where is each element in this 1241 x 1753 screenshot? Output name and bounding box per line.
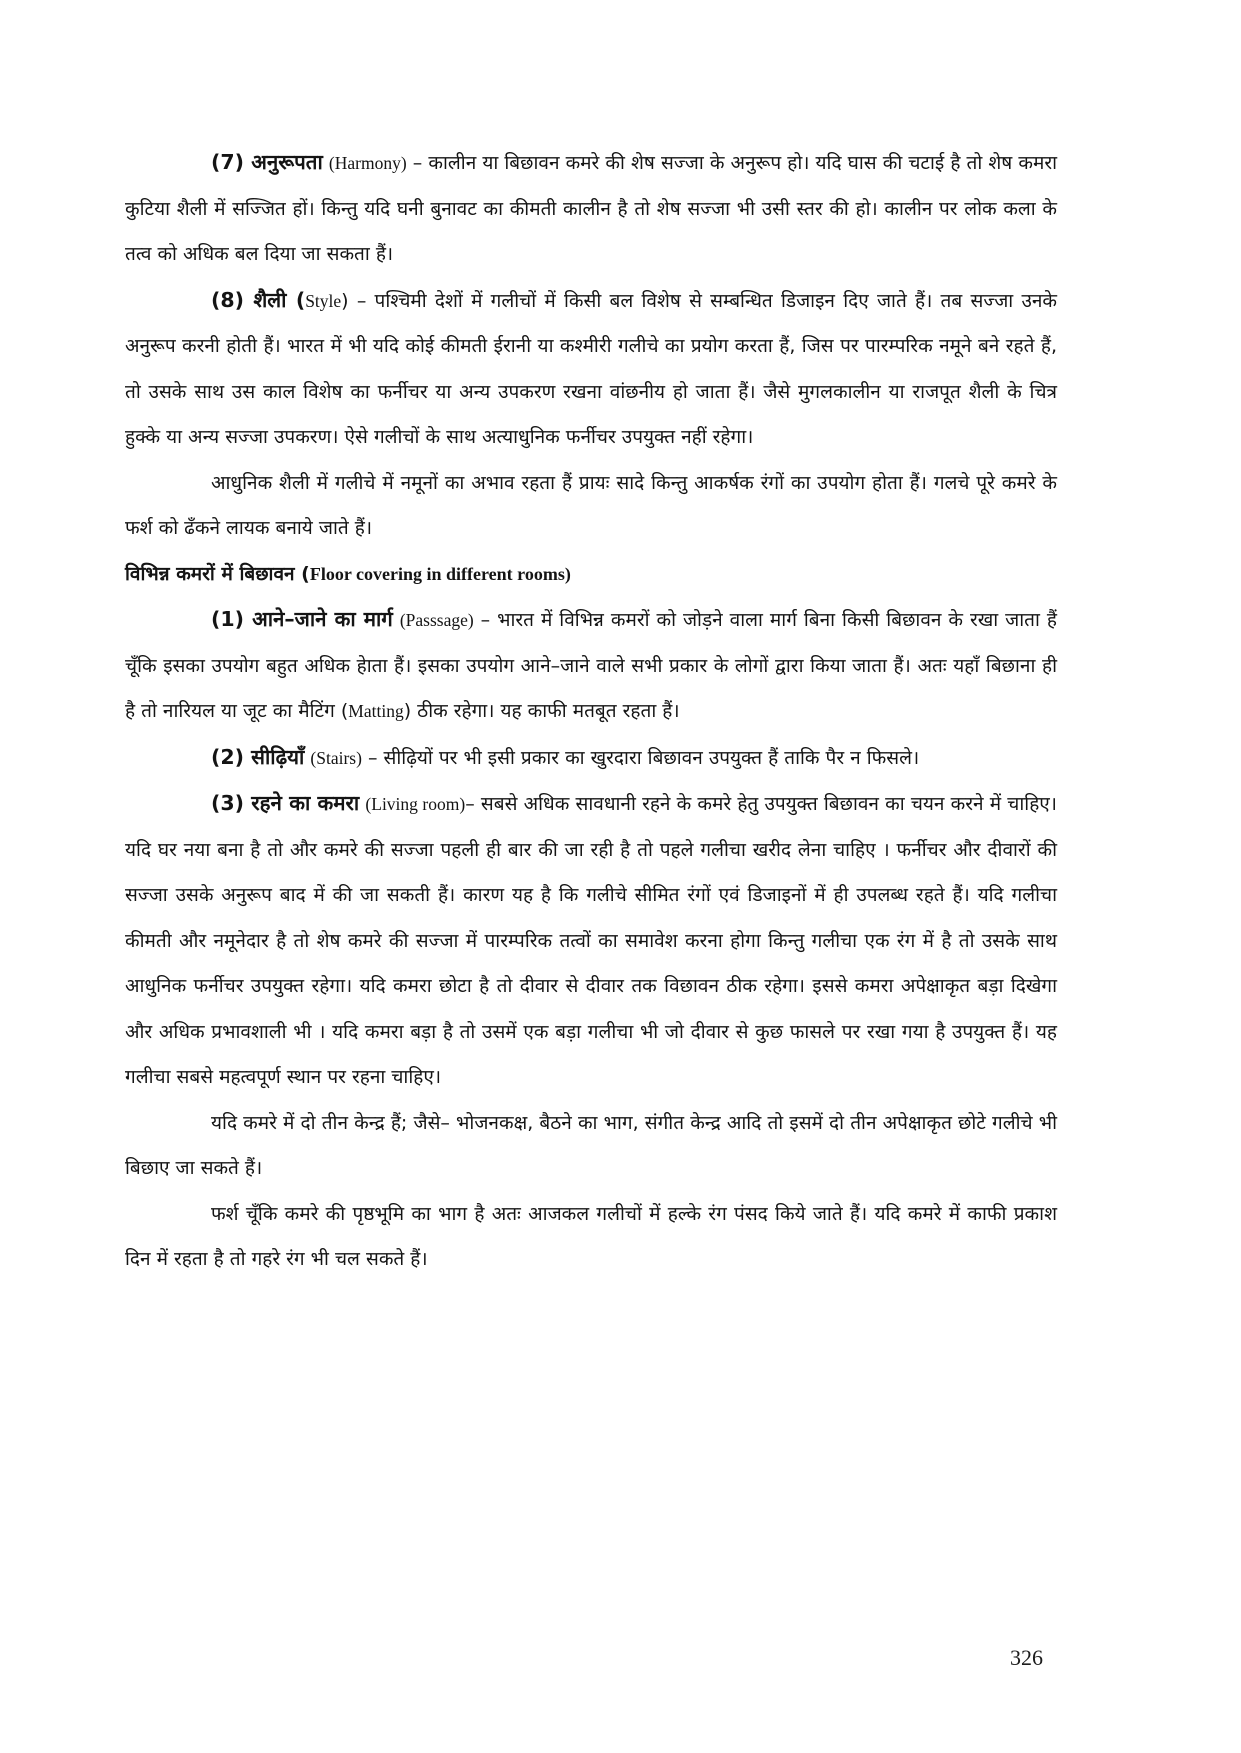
paragraph-harmony-text: – कालीन या बिछावन कमरे की शेष सज्जा के अनुरूप हो। यदि घास की चटाई है तो शेष कमरा कुटिया शैली में सज्जित हों। किन्तु यदि घनी बुनावट का कीमती कालीन है तो शेष सज्जा भी उसी स्तर की हो। कालीन पर लोक कला के तत्व को अधिक बल दिया जा सकता हैं। [125,152,1058,265]
english-term-stairs: (Stairs) [310,747,362,768]
section-heading-english: Floor covering in different rooms) [309,563,571,584]
paragraph-harmony [125,140,1057,278]
paragraph-floor-colors: फर्श चूँकि कमरे की पृष्ठभूमि का भाग है अतः आजकल गलीचों में हल्के रंग पंसद किये जाते हैं। यदि कमरे में काफी प्रकाश दिन में रहता है तो गहरे रंग भी चल सकते हैं। [125,1202,1057,1270]
english-term-passage: (Passsage) [399,610,474,630]
label-stairs: (2) सीढ़ियाँ [211,744,305,769]
paragraph-passage-text-end: ) ठीक रहेगा। यह काफी मतबूत रहता हैं। [403,700,680,722]
label-living-room: (3) रहने का कमरा [211,791,360,815]
page-number: 326 [1010,1645,1043,1670]
english-term-harmony: (Harmony) [328,153,407,173]
paragraph-stairs-text: – सीढ़ियों पर भी इसी प्रकार का खुरदारा बिछावन उपयुक्त हैं ताकि पैर न फिसले। [361,746,920,769]
paragraph-passage-text: – भारत में विभिन्न कमरों को जोड़ने वाला मार्ग बिना किसी बिछावन के रखा जाता हैं चूँकि इसका उपयोग बहुत अधिक हेाता हैं। इसका उपयोग आने–जाने वाले सभी प्रकार के लोगों द्वारा किया जाता हैं। अतः यहाँ बिछाना ही है तो नारियल या जूट का मैटिंग ( [125,609,1057,722]
english-term-matting: Matting [348,701,404,721]
english-term-living-room: (Living room) [365,794,466,814]
paragraph-stairs [125,735,1057,782]
paragraph-modern-style: आधुनिक शैली में गलीचे में नमूनों का अभाव रहता हैं प्रायः सादे किन्तु आकर्षक रंगों का उपयोग होता हैं। गलचे पूरे कमरे के फर्श को ढँकने लायक बनाये जाते हैं। [125,471,1057,539]
paragraph-living-room-text: – सबसे अधिक सावधानी रहने के कमरे हेतु उपयुक्त बिछावन का चयन करने में चाहिए। यदि घर नया बना है तो और कमरे की सज्जा पहली ही बार की जा रही है तो पहले गलीचा खरीद लेना चाहिए । फर्नीचर और दीवारों की सज्जा उसके अनुरूप बाद में की जा सकती हैं। कारण यह है कि गलीचे सीमित रंगों एवं डिजाइनों में ही उपलब्ध रहते हैं। यदि गलीचा कीमती और नमूनेदार है तो शेष कमरे की सज्जा में पारम्परिक तत्वों का समावेश करना होगा किन्तु गलीचा एक रंग में है तो उसके साथ आधुनिक फर्नीचर उपयुक्त रहेगा। यदि कमरा छोटा है तो दीवार से दीवार तक विछावन ठीक रहेगा। इससे कमरा अपेक्षाकृत बड़ा दिखेगा और अधिक प्रभावशाली भी । यदि कमरा बड़ा है तो उसमें एक बड़ा गलीचा भी जो दीवार से कुछ फासले पर रखा गया है उपयुक्त हैं। यह गलीचा सबसे महत्वपूर्ण स्थान पर रहना चाहिए। [125,793,1057,1088]
section-heading-hindi: विभिन्न कमरों में बिछावन ( [125,562,310,585]
section-heading [125,552,1057,598]
paragraph-passage [125,597,1057,735]
paragraph-style-text: ) – पश्चिमी देशों में गलीचों में किसी बल विशेष से सम्बन्धित डिजाइन दिए जाते हैं। तब सज्जा उनके अनुरूप करनी होती हैं। भारत में भी यदि कोई कीमती ईरानी या कश्मीरी गलीचे का प्रयोग करता हैं, जिस पर पारम्परिक नमूने बने रहते हैं, तो उसके साथ उस काल विशेष का फर्नीचर या अन्य उपकरण रखना वांछनीय हो जाता हैं। जैसे मुगलकालीन या राजपूत शैली के चित्र हुक्के या अन्य सज्जा उपकरण। ऐसे गलीचों के साथ अत्याधुनिक फर्नीचर उपयुक्त नहीं रहेगा। [125,289,1057,448]
english-term-style: Style [305,290,342,311]
paragraph-multiple-centers: यदि कमरे में दो तीन केन्द्र हैं; जैसे– भोजनकक्ष, बैठने का भाग, संगीत केन्द्र आदि तो इसमें दो तीन अपेक्षाकृत छोटे गलीचे भी बिछाए जा सकते हैं। [125,1111,1057,1179]
label-harmony: (7) अनुरूपता [211,150,323,174]
paragraph-living-room [125,781,1057,1101]
label-passage: (1) आने–जाने का मार्ग [211,607,393,631]
paragraph-style [125,278,1057,461]
page-content [125,140,1057,1283]
label-style: (8) शैली ( [211,287,306,312]
